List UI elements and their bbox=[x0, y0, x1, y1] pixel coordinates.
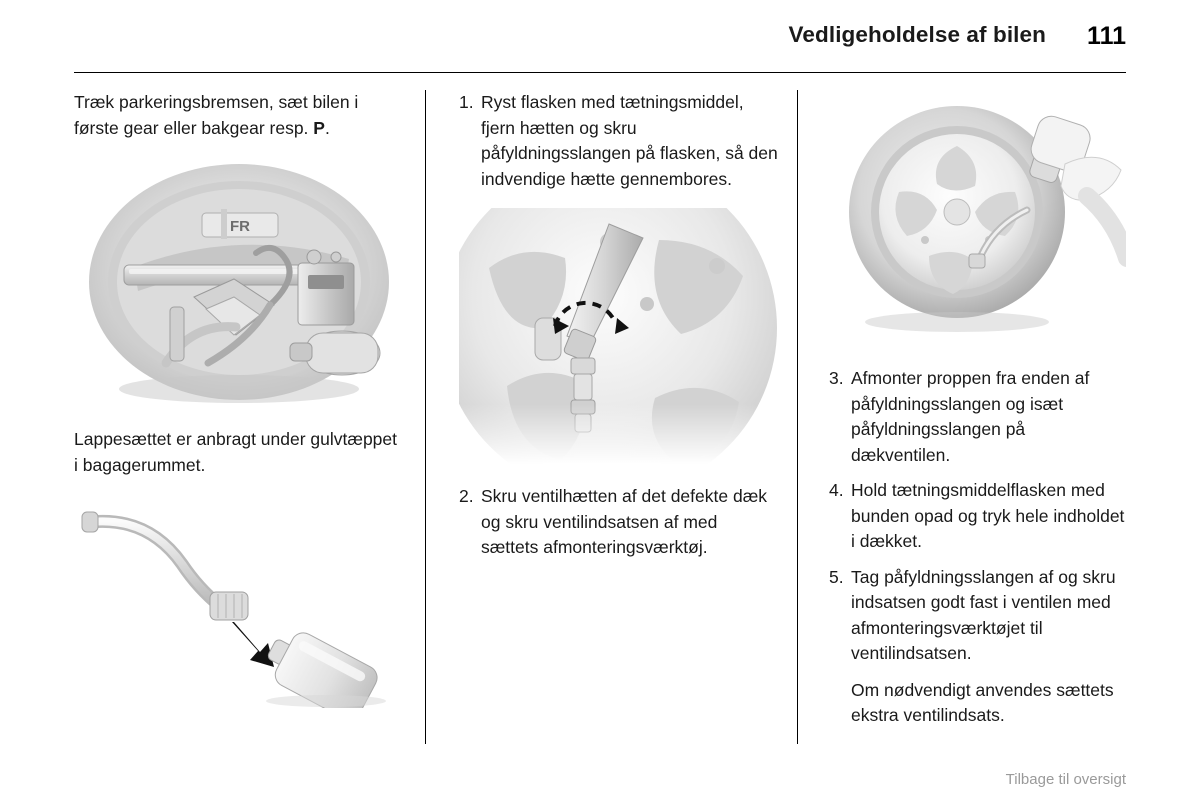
content-columns bbox=[74, 90, 1126, 744]
intro-paragraph bbox=[74, 90, 399, 141]
step-text-main: Tag påfyldningsslangen af og skru indsatsen godt fast i ventilen med afmonteringsværktøjet til ventilindsatsen. bbox=[851, 566, 1116, 663]
spare-tool-kit-in-trunk-well-illustration bbox=[74, 157, 399, 407]
page-number: 111 bbox=[1087, 22, 1126, 50]
figure-label-fr: FR bbox=[230, 218, 250, 235]
step-number: 5. bbox=[829, 566, 844, 587]
figure-hose-bottle bbox=[74, 498, 399, 708]
list-item bbox=[829, 478, 1126, 555]
tool-kit-caption: Lappesættet er anbragt under gulvtæppet i bagagerummet. bbox=[74, 429, 397, 475]
intro-text-part2: . bbox=[324, 117, 330, 138]
step-number: 1. bbox=[459, 92, 474, 112]
list-item bbox=[459, 90, 779, 192]
figure-tyre-bottle bbox=[829, 100, 1126, 346]
wheel-hub-with-screwdriver-tool-illustration bbox=[459, 208, 779, 464]
header-divider bbox=[74, 72, 1126, 73]
step-text: Hold tætningsmiddelflasken med bunden opad og tryk hele indholdet i dækket. bbox=[851, 480, 1125, 551]
step-number: 3. bbox=[829, 368, 844, 388]
column-left bbox=[74, 90, 425, 744]
figure-tool-kit bbox=[74, 157, 399, 407]
step-text: Afmonter proppen fra enden af påfyldningsslangen og isæt påfyldningsslangen på dækventilen. bbox=[851, 368, 1090, 465]
tyre-with-sealant-bottle-attached-illustration bbox=[829, 100, 1126, 346]
step-text: Skru ventilhætten af det defekte dæk og skru ventilindsatsen af med sættets afmonteringsværktøj. bbox=[481, 486, 767, 557]
column-middle bbox=[425, 90, 797, 744]
step-text: Ryst flasken med tætningsmiddel, fjern hætten og skru påfyldningsslangen på flasken, så den indvendige hætte gennembores. bbox=[481, 92, 778, 189]
hose-and-sealant-bottle-illustration bbox=[74, 498, 399, 708]
step-number: 2. bbox=[459, 486, 474, 506]
assembly-direction-arrow bbox=[232, 622, 274, 667]
list-item bbox=[829, 565, 1126, 729]
page-title: Vedligeholdelse af bilen bbox=[788, 22, 1046, 47]
column-right bbox=[797, 90, 1126, 744]
step-text-continuation: Om nødvendigt anvendes sættets ekstra ventilindsats. bbox=[851, 679, 1114, 725]
page-header bbox=[74, 22, 1126, 70]
list-item bbox=[459, 484, 779, 561]
intro-text-part1: Træk parkeringsbremsen, sæt bilen i første gear eller bakgear resp. bbox=[74, 92, 359, 138]
step-number: 4. bbox=[829, 480, 844, 500]
list-item bbox=[829, 366, 1126, 468]
gear-position-bold: P bbox=[313, 117, 325, 138]
step-text bbox=[851, 565, 1126, 729]
figure-wheel-screwdriver bbox=[459, 208, 779, 464]
back-to-overview-link[interactable]: Tilbage til oversigt bbox=[1005, 771, 1126, 788]
